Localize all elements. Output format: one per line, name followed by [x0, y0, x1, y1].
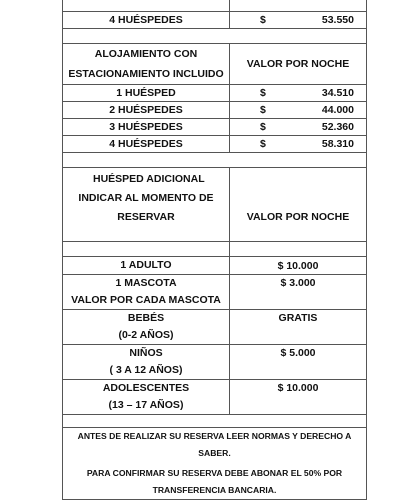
row-amount: 58.310 [321, 138, 354, 150]
row-label: ADOLESCENTES [102, 382, 190, 394]
row-amount: 53.550 [321, 14, 354, 26]
notes-line: ANTES DE REALIZAR SU RESERVA LEER NORMAS Y DERECHO A SABER. [77, 431, 352, 458]
header-label-line: ESTACIONAMIENTO INCLUIDO [68, 68, 224, 80]
table-row [63, 119, 367, 136]
row-amount: 52.360 [321, 121, 354, 133]
table-row [63, 380, 367, 415]
row-amount [322, 0, 354, 1]
header-label-line: INDICAR AL MOMENTO DE [78, 192, 214, 204]
row-label: 1 HUÉSPED [63, 85, 230, 102]
notes-line: TRANSFERENCIA BANCARIA. [152, 485, 277, 495]
table-row [63, 136, 367, 153]
price-document [62, 0, 366, 500]
table-row [63, 275, 367, 310]
row-label: 2 HUÉSPEDES [63, 102, 230, 119]
spacer-row [63, 242, 367, 257]
row-amount: 34.510 [321, 87, 354, 99]
table-row [63, 85, 367, 102]
table-row [63, 12, 367, 29]
row-sublabel: (13 – 17 AÑOS) [108, 399, 184, 411]
currency-symbol: $ [260, 104, 266, 116]
row-label: NIÑOS [129, 347, 163, 359]
row-sublabel: (0-2 AÑOS) [118, 329, 174, 341]
header-value: VALOR POR NOCHE [230, 44, 367, 85]
row-label [63, 0, 229, 1]
row-sublabel: VALOR POR CADA MASCOTA [71, 294, 221, 306]
header-label-line: RESERVAR [117, 211, 175, 223]
row-label: 3 HUÉSPEDES [63, 119, 230, 136]
currency-symbol [260, 0, 266, 1]
spacer-row [63, 415, 367, 428]
row-value: GRATIS [230, 310, 367, 345]
currency-symbol: $ [260, 138, 266, 150]
row-amount: 44.000 [321, 104, 354, 116]
row-sublabel: ( 3 A 12 AÑOS) [109, 364, 183, 376]
notes-box [63, 428, 367, 500]
table-row [63, 345, 367, 380]
row-value: $ 10.000 [230, 380, 367, 415]
spacer-row [63, 29, 367, 44]
row-value: $ 5.000 [230, 345, 367, 380]
currency-symbol: $ [260, 14, 266, 26]
header-label-line: ALOJAMIENTO CON [94, 48, 198, 60]
notes-line: PARA CONFIRMAR SU RESERVA DEBE ABONAR EL 50% POR [86, 468, 343, 478]
table-row [63, 310, 367, 345]
row-label: 4 HUÉSPEDES [63, 12, 230, 29]
row-label: 4 HUÉSPEDES [63, 136, 230, 153]
spacer-row [63, 153, 367, 168]
header-value: VALOR POR NOCHE [230, 168, 367, 242]
table-row [63, 257, 367, 275]
currency-symbol: $ [260, 121, 266, 133]
row-label: BEBÉS [127, 312, 165, 324]
row-label: 1 ADULTO [120, 259, 172, 271]
row-label: 1 MASCOTA [115, 277, 177, 289]
table-header [63, 168, 367, 242]
price-table [62, 0, 367, 500]
table-row [63, 0, 367, 12]
table-row [63, 102, 367, 119]
row-value: $ 3.000 [230, 275, 367, 310]
table-header [63, 44, 367, 85]
row-value: $ 10.000 [230, 257, 367, 275]
currency-symbol: $ [260, 87, 266, 99]
header-label-line: HUÉSPED ADICIONAL [93, 173, 205, 185]
